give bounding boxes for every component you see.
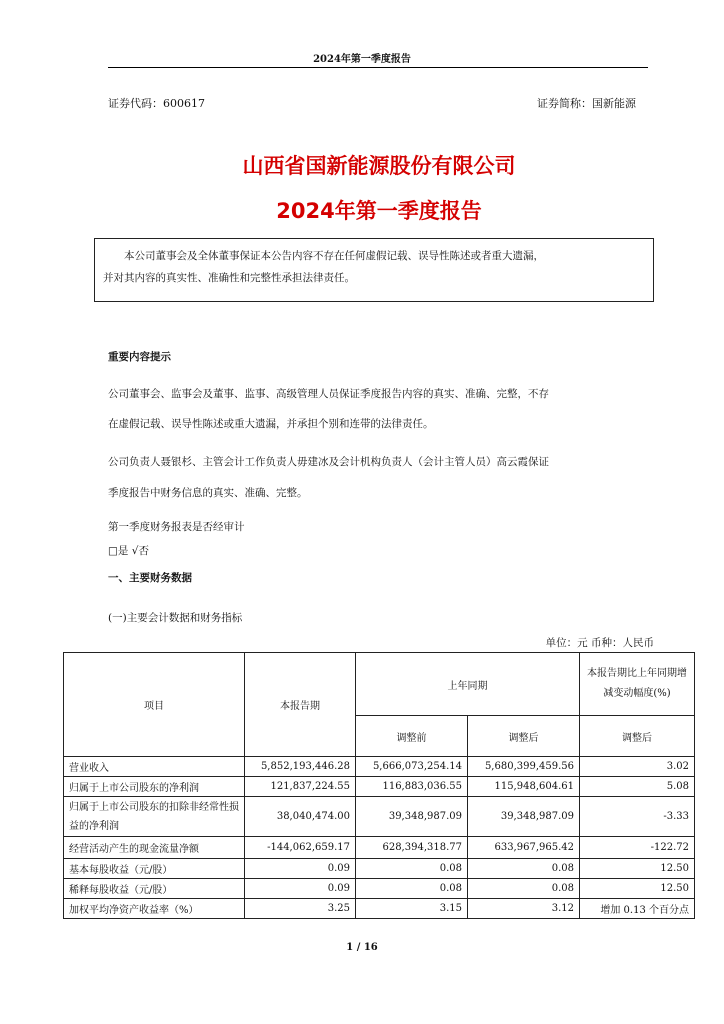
table-row [64,797,695,837]
important-tips-heading: 重要内容提示 [108,351,171,363]
notice-line-1: 本公司董事会及全体董事保证本公告内容不存在任何虚假记载、误导性陈述或者重大遗漏， [124,250,544,262]
header-rule [108,67,648,68]
table-row [64,879,695,899]
cell-change: 5.08 [580,777,695,797]
row-label: 稀释每股收益（元/股） [64,879,245,899]
table-row [64,757,695,777]
cell-current: 38,040,474.00 [245,797,356,837]
page-number: 1 / 16 [346,942,378,953]
cell-after: 115,948,604.61 [468,777,580,797]
header-before-adjustment: 调整前 [356,716,468,757]
cell-before: 3.15 [356,899,468,919]
cell-change: 12.50 [580,879,695,899]
header-prior-period: 上年同期 [356,653,580,716]
cell-current: 0.09 [245,859,356,879]
cell-change: 增加 0.13 个百分点 [580,899,695,919]
cell-after: 3.12 [468,899,580,919]
row-label: 归属于上市公司股东的扣除非经常性损益的净利润 [64,797,245,837]
cell-before: 0.08 [356,879,468,899]
cell-current: 3.25 [245,899,356,919]
header-change-percent: 本报告期比上年同期增减变动幅度(%) [580,653,695,716]
tips-paragraph-2-line-1: 公司负责人聂银杉、主管会计工作负责人毋建冰及会计机构负责人（会计主管人员）高云霞保证 [108,456,549,468]
stock-abbreviation: 证券简称：国新能源 [537,97,636,110]
cell-after: 39,348,987.09 [468,797,580,837]
header-item: 项目 [64,653,245,757]
audit-question: 第一季度财务报表是否经审计 [108,521,245,533]
header-after-adjustment: 调整后 [468,716,580,757]
cell-current: 5,852,193,446.28 [245,757,356,777]
cell-current: -144,062,659.17 [245,837,356,859]
financial-data-table [63,652,695,919]
report-title: 2024年第一季度报告 [276,199,482,223]
cell-after: 633,967,965.42 [468,837,580,859]
company-title: 山西省国新能源股份有限公司 [242,154,516,178]
cell-after: 0.08 [468,859,580,879]
row-label: 营业收入 [64,757,245,777]
cell-current: 0.09 [245,879,356,899]
cell-change: 12.50 [580,859,695,879]
cell-before: 116,883,036.55 [356,777,468,797]
cell-after: 0.08 [468,879,580,899]
header-current-period: 本报告期 [245,653,356,757]
stock-code: 证券代码：600617 [108,97,205,110]
tips-paragraph-1-line-2: 在虚假记载、误导性陈述或重大遗漏，并承担个别和连带的法律责任。 [108,418,434,430]
header-change-after-adjustment: 调整后 [580,716,695,757]
cell-current: 121,837,224.55 [245,777,356,797]
row-label: 归属于上市公司股东的净利润 [64,777,245,797]
cell-before: 628,394,318.77 [356,837,468,859]
table-row [64,837,695,859]
table-row [64,899,695,919]
unit-currency-line: 单位：元 币种：人民币 [545,637,654,649]
cell-change: -3.33 [580,797,695,837]
running-header: 2024年第一季度报告 [313,54,411,65]
subsection-heading-key-indicators: (一)主要会计数据和财务指标 [108,612,243,624]
board-notice-box [94,238,654,302]
section-heading-financial-data: 一、主要财务数据 [108,572,192,584]
row-label: 加权平均净资产收益率（%） [64,899,245,919]
cell-before: 39,348,987.09 [356,797,468,837]
tips-paragraph-1-line-1: 公司董事会、监事会及董事、监事、高级管理人员保证季度报告内容的真实、准确、完整，不存 [108,388,549,400]
tips-paragraph-2-line-2: 季度报告中财务信息的真实、准确、完整。 [108,487,308,499]
cell-before: 5,666,073,254.14 [356,757,468,777]
row-label: 基本每股收益（元/股） [64,859,245,879]
notice-line-2: 并对其内容的真实性、准确性和完整性承担法律责任。 [103,272,355,284]
cell-change: -122.72 [580,837,695,859]
table-row [64,859,695,879]
cell-change: 3.02 [580,757,695,777]
cell-after: 5,680,399,459.56 [468,757,580,777]
audit-answer: □是 √否 [108,545,149,557]
cell-before: 0.08 [356,859,468,879]
row-label: 经营活动产生的现金流量净额 [64,837,245,859]
table-row [64,777,695,797]
